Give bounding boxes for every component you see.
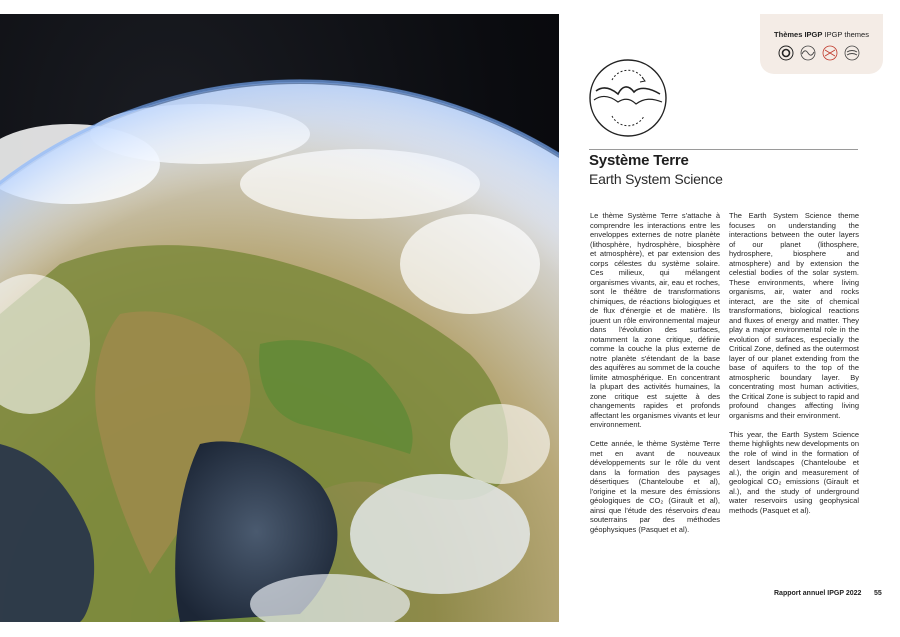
body-fr-paragraph-2: Cette année, le thème Système Terre met en avant de nouveaux développements sur le rôle du vent dans la formation des paysages désertiques (Chanteloube et al), l'origine et la mesure des émissions géologiques de CO₂ (Girault et al), ainsi que l'étude des réservoirs d'eau souterrains par des méthodes géophysiques (Pasquet et al). [590,439,720,534]
earth-system-icon [778,45,794,61]
footer-report-label: Rapport annuel IPGP 2022 [774,590,862,597]
earth-photo [0,14,559,622]
earth-from-space-image [0,14,559,622]
earth-system-logo-icon [588,58,668,138]
themes-panel [760,14,883,74]
themes-label-fr: Thèmes IPGP [774,30,823,39]
page-number: 55 [874,590,882,597]
themes-title [760,30,883,39]
body-fr-paragraph-1: Le thème Système Terre s'attache à comprendre les interactions entre les enveloppes externes de notre planète (lithosphère, hydrosphère, biosphère et atmosphère), et par extension des corps célestes du système solaire. Ces milieux, qui mélangent organismes vivants, air, eau et roches, sont le théâtre de transformations chimiques, de réactions biologiques et de flux d'énergie et de matière. Ils jouent un rôle environnemental majeur dans l'évolution des surfaces, notamment la zone critique, définie comme la couche la plus externe de notre planète s'étendant de la base des aquifères au sommet de la couche limite atmosphérique. En concentrant la plupart des activités humaines, la zone critique est sujette à des changements rapides et profonds affectant les organismes vivants et leur environnement. [590,211,720,429]
page-title-en: Earth System Science [589,171,723,187]
themes-icons [778,45,860,61]
page-title-fr: Système Terre [589,152,689,169]
themes-label-en: IPGP themes [824,30,869,39]
body-en-paragraph-1: The Earth System Science theme focuses on understanding the interactions between the outer layers of our planet (lithosphere, hydrosphere, biosphere and atmosphere) and by extension the celestial bodies of the solar system. These environments, where living organisms, air, water and rocks interact, are the site of chemical transformations, biological reactions and fluxes of energy and matter. They play a major environmental role in the evolution of surfaces, especially the Critical Zone, defined as the outermost layer of our planet extending from the base of aquifers to the top of the atmospheric boundary layer. By concentrating most human activities, the Critical Zone is subject to rapid and profound changes affecting living organisms and their environment. [729,211,859,420]
body-column-en [729,211,859,525]
climate-wave-icon [800,45,816,61]
hazard-icon [822,45,838,61]
origins-icon [844,45,860,61]
heading-divider [589,149,858,150]
body-en-paragraph-2: This year, the Earth System Science theme highlights new developments on the role of wind in the formation of desert landscapes (Chanteloube et al.), the origin and measurement of geological CO₂ emissions (Girault et al.), and the study of underground water reservoirs using geophysical methods (Pasquet et al). [729,429,859,515]
body-column-fr [590,211,720,544]
